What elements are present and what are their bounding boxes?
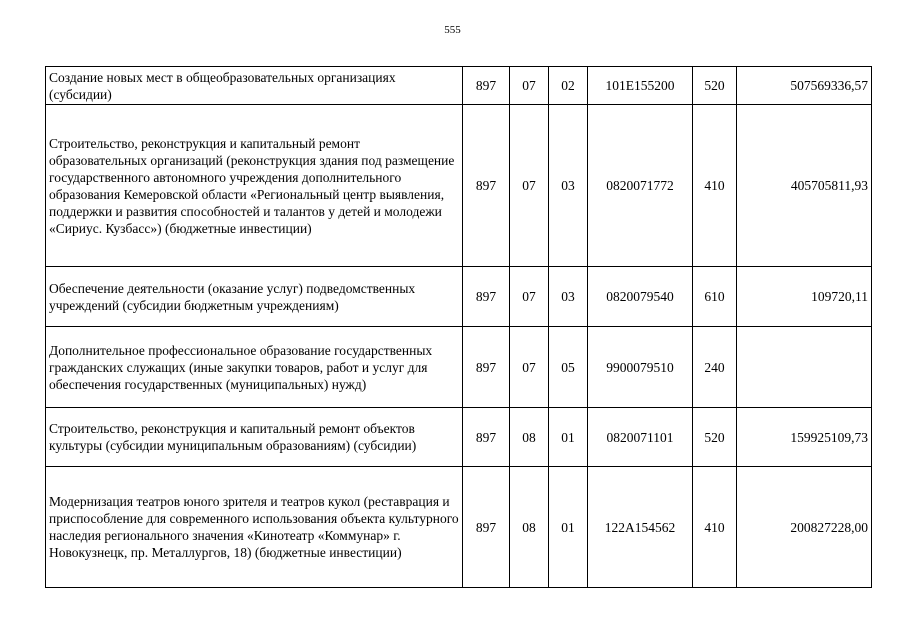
amount-cell: 200827228,00: [737, 467, 872, 588]
subsection-code-cell: 03: [549, 105, 588, 267]
section-code-cell: 07: [510, 105, 549, 267]
amount-cell: 405705811,93: [737, 105, 872, 267]
expense-name-cell: Строительство, реконструкция и капитальный ремонт образовательных организаций (реконструкция здания под размещение государственного автономного учреждения дополнительного образования Кемеровской области «Региональный центр выявления, поддержки и развития способностей и талантов у детей и молодежи «Сириус. Кузбасс») (бюджетные инвестиции): [46, 105, 463, 267]
target-article-cell: 9900079510: [588, 327, 693, 408]
target-article-cell: 0820071101: [588, 408, 693, 467]
target-article-cell: 0820079540: [588, 267, 693, 327]
table-row: [46, 105, 872, 267]
subsection-code-cell: 01: [549, 408, 588, 467]
expense-name-cell: Дополнительное профессиональное образование государственных гражданских служащих (иные закупки товаров, работ и услуг для обеспечения государственных (муниципальных) нужд): [46, 327, 463, 408]
ministry-code-cell: 897: [463, 67, 510, 105]
subsection-code-cell: 02: [549, 67, 588, 105]
section-code-cell: 07: [510, 67, 549, 105]
subsection-code-cell: 03: [549, 267, 588, 327]
expense-name-cell: Строительство, реконструкция и капитальный ремонт объектов культуры (субсидии муниципальным образованиям) (субсидии): [46, 408, 463, 467]
budget-table: [45, 66, 872, 588]
ministry-code-cell: 897: [463, 327, 510, 408]
section-code-cell: 08: [510, 408, 549, 467]
expense-name-cell: Обеспечение деятельности (оказание услуг) подведомственных учреждений (субсидии бюджетным учреждениям): [46, 267, 463, 327]
amount-cell: 507569336,57: [737, 67, 872, 105]
amount-cell: [737, 327, 872, 408]
page-number: 555: [444, 24, 461, 36]
target-article-cell: 101E155200: [588, 67, 693, 105]
ministry-code-cell: 897: [463, 408, 510, 467]
table-row: [46, 408, 872, 467]
expense-name-cell: Модернизация театров юного зрителя и театров кукол (реставрация и приспособление для современного использования объекта культурного наследия регионального значения «Кинотеатр «Коммунар» г. Новокузнецк, пр. Металлургов, 18) (бюджетные инвестиции): [46, 467, 463, 588]
expense-type-cell: 410: [693, 467, 737, 588]
table-row: [46, 467, 872, 588]
table-row: [46, 267, 872, 327]
subsection-code-cell: 01: [549, 467, 588, 588]
expense-name-cell: Создание новых мест в общеобразовательных организациях (субсидии): [46, 67, 463, 105]
section-code-cell: 08: [510, 467, 549, 588]
expense-type-cell: 240: [693, 327, 737, 408]
expense-type-cell: 610: [693, 267, 737, 327]
expense-type-cell: 520: [693, 408, 737, 467]
section-code-cell: 07: [510, 267, 549, 327]
expense-type-cell: 520: [693, 67, 737, 105]
section-code-cell: 07: [510, 327, 549, 408]
table-row: [46, 327, 872, 408]
amount-cell: 109720,11: [737, 267, 872, 327]
ministry-code-cell: 897: [463, 105, 510, 267]
expense-type-cell: 410: [693, 105, 737, 267]
amount-cell: 159925109,73: [737, 408, 872, 467]
target-article-cell: 0820071772: [588, 105, 693, 267]
target-article-cell: 122A154562: [588, 467, 693, 588]
subsection-code-cell: 05: [549, 327, 588, 408]
ministry-code-cell: 897: [463, 267, 510, 327]
table-row: [46, 67, 872, 105]
ministry-code-cell: 897: [463, 467, 510, 588]
